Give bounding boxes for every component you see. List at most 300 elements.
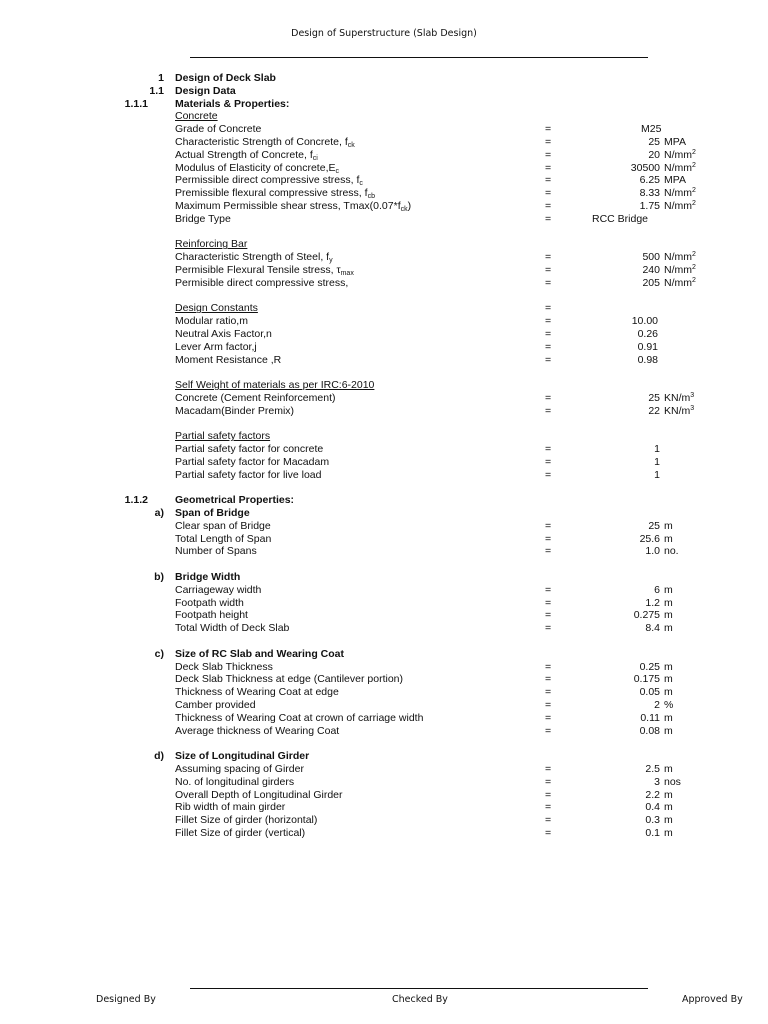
equals-sign: =: [545, 199, 552, 212]
section-number: 1.1.1: [124, 97, 148, 110]
table-row: [0, 430, 768, 443]
table-row: [0, 379, 768, 392]
label-text: Permissible direct compressive stress, f: [175, 174, 360, 187]
label-text: Grade of Concrete: [175, 123, 262, 136]
unit-text: m: [664, 801, 673, 814]
unit-label: [664, 545, 679, 558]
table-row: [0, 110, 768, 123]
unit-label: [664, 264, 696, 277]
label-text: Fillet Size of girder (vertical): [175, 827, 306, 840]
property-label: [175, 520, 271, 533]
unit-label: [664, 597, 673, 610]
property-value: 0.1: [645, 827, 660, 840]
label-subscript: max: [340, 269, 354, 277]
unit-label: [664, 520, 673, 533]
property-value: 0.11: [640, 711, 660, 724]
unit-text: nos: [664, 775, 681, 788]
unit-superscript: 2: [692, 148, 696, 156]
table-row: [0, 251, 768, 264]
property-value: 10.00: [631, 315, 658, 328]
equals-sign: =: [545, 711, 552, 724]
label-text: Permisible direct compressive stress,: [175, 276, 349, 289]
unit-text: m: [664, 673, 673, 686]
table-row: [0, 494, 768, 507]
unit-label: [664, 174, 686, 187]
table-row: [0, 302, 768, 315]
equals-sign: =: [545, 455, 552, 468]
property-value: 0.05: [639, 686, 660, 699]
property-value: 6.25: [639, 174, 660, 187]
group-heading: [175, 302, 258, 315]
property-value: M25: [641, 123, 662, 136]
label-text: Assuming spacing of Girder: [175, 763, 304, 776]
unit-text: m: [664, 788, 673, 801]
unit-text: m: [664, 622, 673, 635]
property-label: [175, 264, 354, 277]
unit-label: [664, 814, 673, 827]
label-text: Premissible flexural compressive stress, f: [175, 187, 368, 200]
unit-text: MPA: [664, 135, 686, 148]
equals-sign: =: [545, 775, 552, 788]
row-spacer: [0, 635, 768, 648]
property-label: [175, 443, 323, 456]
unit-text: m: [664, 660, 673, 673]
unit-label: [664, 725, 673, 738]
property-value: 2.2: [645, 788, 660, 801]
property-label: [175, 123, 261, 136]
unit-text: N/mm: [664, 263, 692, 276]
unit-superscript: 2: [692, 187, 696, 195]
table-row: [0, 469, 768, 482]
equals-sign: =: [545, 545, 552, 558]
label-text: Deck Slab Thickness: [175, 660, 273, 673]
table-row: [0, 187, 768, 200]
table-row: [0, 123, 768, 136]
unit-text: KN/m: [664, 404, 691, 417]
property-label: [175, 533, 271, 546]
label-text: Geometrical Properties:: [175, 494, 295, 507]
label-subscript: c: [359, 180, 363, 188]
property-label: [175, 328, 272, 341]
equals-sign: =: [545, 187, 552, 200]
property-value: 1.0: [645, 545, 660, 558]
equals-sign: =: [545, 263, 552, 276]
property-label: [175, 405, 294, 418]
equals-sign: =: [545, 327, 552, 340]
group-heading: [175, 379, 374, 392]
label-text: Camber provided: [175, 699, 256, 712]
property-label: [175, 763, 304, 776]
property-label: [175, 661, 273, 674]
table-row: [0, 443, 768, 456]
label-text: Design of Deck Slab: [175, 72, 276, 84]
property-value: 25: [648, 391, 660, 404]
table-row: [0, 597, 768, 610]
label-text: Partial safety factors: [175, 430, 271, 443]
property-label: [175, 597, 244, 610]
equals-sign: =: [545, 596, 552, 609]
label-text: Self Weight of materials as per IRC:6-2010: [175, 379, 375, 392]
designed-by-label: Designed By: [96, 994, 156, 1005]
property-value: 0.91: [637, 340, 658, 353]
section-number: b): [154, 571, 164, 584]
section-heading: [175, 571, 240, 584]
equals-sign: =: [545, 788, 552, 801]
table-row: [0, 686, 768, 699]
table-row: [0, 72, 768, 85]
unit-superscript: 2: [692, 251, 696, 259]
table-row: [0, 507, 768, 520]
footer-rule: [190, 988, 648, 989]
property-value: 8.4: [645, 622, 660, 635]
property-label: [175, 827, 305, 840]
table-row: [0, 456, 768, 469]
property-label: [175, 174, 363, 187]
property-value: 8.33: [639, 187, 660, 200]
unit-text: N/mm: [664, 148, 692, 161]
unit-label: [664, 149, 696, 162]
label-text: Bridge Type: [175, 212, 231, 225]
equals-sign: =: [545, 123, 552, 136]
unit-text: m: [664, 686, 673, 699]
label-text: Modular ratio,m: [175, 315, 248, 328]
property-value: RCC Bridge: [592, 212, 649, 225]
unit-label: [664, 162, 696, 175]
unit-text: m: [664, 609, 673, 622]
label-text: Total Length of Span: [175, 532, 272, 545]
equals-sign: =: [545, 622, 552, 635]
label-text: Thickness of Wearing Coat at crown of carriage width: [175, 711, 424, 724]
row-spacer: [0, 737, 768, 750]
unit-label: [664, 200, 696, 213]
label-subscript: ck: [400, 205, 408, 213]
table-row: [0, 827, 768, 840]
unit-text: m: [664, 532, 673, 545]
table-row: [0, 609, 768, 622]
label-text: Modulus of Elasticity of concrete,E: [175, 161, 336, 174]
unit-label: [664, 392, 694, 405]
property-label: [175, 213, 231, 226]
label-tail: ): [407, 199, 412, 212]
label-text: Partial safety factor for live load: [175, 468, 322, 481]
table-row: [0, 174, 768, 187]
equals-sign: =: [545, 699, 552, 712]
property-label: [175, 584, 261, 597]
table-row: [0, 699, 768, 712]
unit-label: [664, 533, 673, 546]
property-value: 3: [654, 775, 660, 788]
table-row: [0, 661, 768, 674]
equals-sign: =: [545, 583, 552, 596]
equals-sign: =: [545, 315, 552, 328]
section-heading: [175, 750, 309, 763]
property-value: 2: [654, 699, 660, 712]
equals-sign: =: [545, 212, 552, 225]
row-spacer: [0, 226, 768, 239]
label-subscript: c: [335, 167, 339, 175]
table-row: [0, 405, 768, 418]
unit-label: [664, 187, 696, 200]
table-row: [0, 392, 768, 405]
property-value: 25: [648, 519, 660, 532]
section-number: 1.1: [149, 84, 164, 97]
property-label: [175, 725, 339, 738]
label-text: Size of Longitudinal Girder: [175, 750, 310, 763]
property-value: 0.4: [645, 801, 660, 814]
label-text: No. of longitudinal girders: [175, 775, 295, 788]
unit-text: N/mm: [664, 276, 692, 289]
unit-text: m: [664, 763, 673, 776]
unit-text: m: [664, 827, 673, 840]
label-text: Overall Depth of Longitudinal Girder: [175, 788, 343, 801]
label-subscript: cb: [367, 193, 375, 201]
equals-sign: =: [545, 827, 552, 840]
label-subscript: y: [329, 257, 333, 265]
table-row: [0, 341, 768, 354]
property-value: 2.5: [645, 763, 660, 776]
label-text: Span of Bridge: [175, 507, 250, 520]
equals-sign: =: [545, 673, 552, 686]
label-text: Macadam(Binder Premix): [175, 404, 295, 417]
property-value: 500: [642, 251, 660, 264]
equals-sign: =: [545, 801, 552, 814]
unit-text: N/mm: [664, 251, 692, 264]
unit-label: [664, 763, 673, 776]
property-label: [175, 622, 289, 635]
label-text: Number of Spans: [175, 545, 257, 558]
table-row: [0, 85, 768, 98]
unit-label: [664, 801, 673, 814]
equals-sign: =: [545, 609, 552, 622]
label-text: Maximum Permissible shear stress, Tmax(0.07*f: [175, 199, 401, 212]
table-row: [0, 763, 768, 776]
property-value: 0.98: [637, 353, 658, 366]
label-text: Carriageway width: [175, 583, 262, 596]
label-text: Partial safety factor for concrete: [175, 443, 324, 456]
property-value: 1: [654, 455, 660, 468]
unit-label: [664, 405, 694, 418]
label-text: Concrete: [175, 110, 218, 123]
row-spacer: [0, 482, 768, 495]
property-label: [175, 609, 248, 622]
equals-sign: =: [545, 174, 552, 187]
section-heading: [175, 507, 250, 520]
property-label: [175, 456, 329, 469]
unit-superscript: 2: [692, 161, 696, 169]
property-value: 25: [648, 135, 660, 148]
equals-sign: =: [545, 468, 552, 481]
table-row: [0, 149, 768, 162]
equals-sign: =: [545, 660, 552, 673]
unit-label: [664, 776, 681, 789]
table-row: [0, 801, 768, 814]
property-label: [175, 686, 339, 699]
row-spacer: [0, 366, 768, 379]
group-heading: [175, 430, 270, 443]
label-text: Design Data: [175, 84, 236, 97]
section-heading: [175, 98, 289, 111]
section-number: c): [154, 647, 164, 660]
group-heading: [175, 238, 247, 251]
property-label: [175, 712, 423, 725]
property-label: [175, 341, 257, 354]
property-label: [175, 162, 339, 175]
unit-text: m: [664, 724, 673, 737]
label-text: Concrete (Cement Reinforcement): [175, 391, 336, 404]
unit-superscript: 3: [690, 404, 695, 412]
table-row: [0, 520, 768, 533]
equals-sign: =: [545, 519, 552, 532]
design-data-table: [0, 72, 768, 840]
table-row: [0, 712, 768, 725]
unit-label: [664, 661, 673, 674]
unit-label: [664, 699, 673, 712]
header-rule: [190, 57, 648, 58]
property-value: 25.6: [639, 532, 660, 545]
label-text: Fillet Size of girder (horizontal): [175, 814, 318, 827]
property-label: [175, 136, 355, 149]
unit-label: [664, 622, 673, 635]
section-number: d): [154, 750, 164, 763]
unit-text: m: [664, 519, 673, 532]
label-text: Average thickness of Wearing Coat: [175, 724, 340, 737]
table-row: [0, 238, 768, 251]
property-label: [175, 354, 281, 367]
property-label: [175, 801, 285, 814]
equals-sign: =: [545, 443, 552, 456]
equals-sign: =: [545, 724, 552, 737]
table-row: [0, 750, 768, 763]
section-number: 1: [158, 72, 164, 84]
row-spacer: [0, 558, 768, 571]
property-label: [175, 545, 257, 558]
unit-superscript: 2: [692, 199, 696, 207]
property-label: [175, 814, 317, 827]
property-label: [175, 469, 321, 482]
unit-superscript: 2: [692, 276, 696, 284]
property-value: 240: [642, 263, 660, 276]
unit-text: m: [664, 596, 673, 609]
label-text: Actual Strength of Concrete, f: [175, 148, 313, 161]
unit-label: [664, 789, 673, 802]
approved-by-label: Approved By: [682, 994, 743, 1005]
label-text: Lever Arm factor,j: [175, 340, 257, 353]
property-value: 1: [654, 468, 660, 481]
unit-label: [664, 673, 673, 686]
unit-text: no.: [664, 545, 679, 558]
table-row: [0, 98, 768, 111]
property-value: 0.26: [637, 327, 658, 340]
property-value: 20: [648, 148, 660, 161]
table-row: [0, 264, 768, 277]
table-row: [0, 533, 768, 546]
table-row: [0, 725, 768, 738]
label-text: Bridge Width: [175, 571, 241, 584]
property-label: [175, 277, 348, 290]
unit-text: m: [664, 711, 673, 724]
unit-label: [664, 136, 686, 149]
table-row: [0, 789, 768, 802]
unit-label: [664, 609, 673, 622]
equals-sign: =: [545, 814, 552, 827]
unit-text: MPA: [664, 174, 686, 187]
property-label: [175, 776, 294, 789]
property-label: [175, 200, 411, 213]
table-row: [0, 648, 768, 661]
property-value: 1.75: [639, 199, 660, 212]
equals-sign: =: [545, 391, 552, 404]
equals-sign: =: [545, 302, 552, 315]
property-label: [175, 392, 335, 405]
label-text: Footpath height: [175, 609, 248, 622]
equals-sign: =: [545, 148, 552, 161]
label-text: Rib width of main girder: [175, 801, 286, 814]
label-text: Thickness of Wearing Coat at edge: [175, 686, 339, 699]
equals-sign: =: [545, 276, 552, 289]
table-row: [0, 814, 768, 827]
equals-sign: =: [545, 532, 552, 545]
unit-label: [664, 827, 673, 840]
label-text: Reinforcing Bar: [175, 238, 248, 251]
unit-label: [664, 251, 696, 264]
property-label: [175, 673, 403, 686]
unit-text: m: [664, 583, 673, 596]
property-value: 0.25: [639, 660, 660, 673]
group-heading: [175, 110, 218, 123]
property-value: 205: [642, 276, 660, 289]
equals-sign: =: [545, 353, 552, 366]
checked-by-label: Checked By: [392, 994, 448, 1005]
label-text: Neutral Axis Factor,n: [175, 327, 272, 340]
page-title: Design of Superstructure (Slab Design): [291, 28, 477, 39]
unit-text: %: [664, 699, 674, 712]
table-row: [0, 545, 768, 558]
unit-label: [664, 584, 673, 597]
label-text: Materials & Properties:: [175, 97, 290, 110]
table-row: [0, 136, 768, 149]
property-value: 6: [654, 583, 660, 596]
unit-label: [664, 712, 673, 725]
section-heading: [175, 85, 236, 98]
label-text: Clear span of Bridge: [175, 519, 271, 532]
label-text: Permisible Flexural Tensile stress, τ: [175, 263, 341, 276]
label-text: Partial safety factor for Macadam: [175, 455, 330, 468]
property-value: 0.275: [633, 609, 660, 622]
table-row: [0, 584, 768, 597]
label-text: Design Constants: [175, 302, 258, 315]
table-row: [0, 277, 768, 290]
section-heading: [175, 648, 344, 661]
label-subscript: ck: [347, 141, 355, 149]
label-text: Size of RC Slab and Wearing Coat: [175, 647, 344, 660]
unit-text: N/mm: [664, 161, 692, 174]
section-heading: [175, 494, 294, 507]
unit-superscript: 2: [692, 263, 696, 271]
table-row: [0, 315, 768, 328]
section-number: a): [154, 507, 164, 520]
table-row: [0, 622, 768, 635]
unit-text: m: [664, 814, 673, 827]
property-value: 22: [648, 404, 660, 417]
property-label: [175, 187, 375, 200]
table-row: [0, 776, 768, 789]
unit-text: N/mm: [664, 199, 692, 212]
property-value: 1: [654, 443, 660, 456]
table-row: [0, 673, 768, 686]
unit-label: [664, 277, 696, 290]
property-label: [175, 149, 318, 162]
equals-sign: =: [545, 135, 552, 148]
